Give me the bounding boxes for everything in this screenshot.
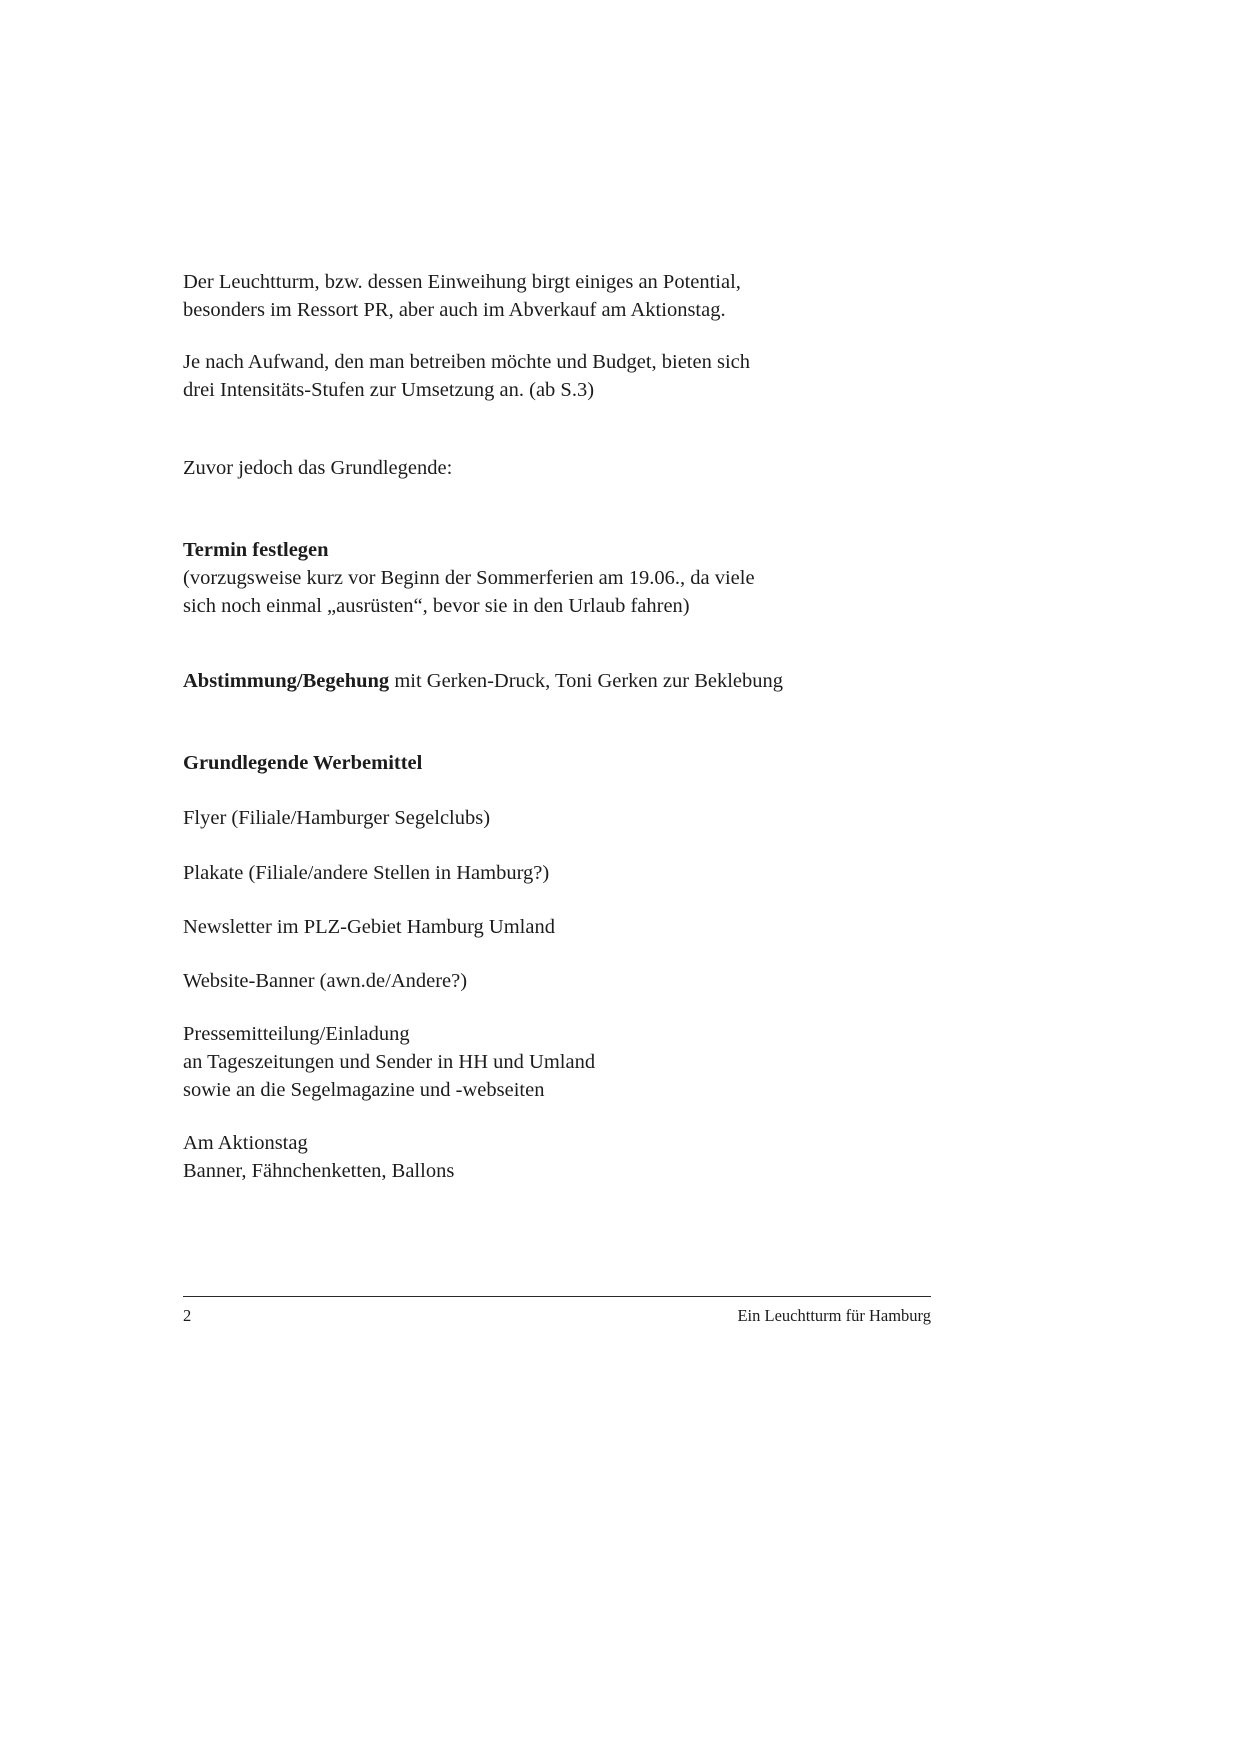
text-line: Der Leuchtturm, bzw. dessen Einweihung birgt einiges an Potential,	[183, 271, 741, 293]
list-item-aktionstag	[183, 1129, 931, 1185]
text-line: Je nach Aufwand, den man betreiben möchte und Budget, bieten sich	[183, 351, 751, 373]
text-line: Banner, Fähnchenketten, Ballons	[183, 1160, 455, 1182]
page-number: 2	[183, 1306, 192, 1325]
section-heading-werbemittel	[183, 749, 931, 777]
list-item-website-banner	[183, 967, 931, 995]
text-line: sich noch einmal „ausrüsten“, bevor sie in den Urlaub fahren)	[183, 595, 690, 617]
text-line: Flyer (Filiale/Hamburger Segelclubs)	[183, 807, 491, 829]
text-line: besonders im Ressort PR, aber auch im Abverkauf am Aktionstag.	[183, 299, 726, 321]
list-item-pressemitteilung	[183, 1020, 931, 1104]
paragraph-intro	[183, 268, 931, 324]
paragraph-abstimmung	[183, 667, 931, 695]
text-line: Plakate (Filiale/andere Stellen in Hamburg?)	[183, 862, 550, 884]
text-line: drei Intensitäts-Stufen zur Umsetzung an. (ab S.3)	[183, 379, 595, 401]
list-item-flyer	[183, 804, 931, 832]
text-line: Zuvor jedoch das Grundlegende:	[183, 457, 453, 479]
inline-bold-abstimmung: Abstimmung/Begehung	[183, 670, 390, 692]
text-line: Website-Banner (awn.de/Andere?)	[183, 970, 468, 992]
section-heading: Grundlegende Werbemittel	[183, 752, 423, 774]
paragraph-zuvor	[183, 454, 931, 482]
text-line: Am Aktionstag	[183, 1132, 308, 1154]
page-footer	[183, 1296, 931, 1326]
text-run: mit Gerken-Druck, Toni Gerken zur Beklebung	[389, 670, 784, 692]
section-heading-termin: Termin festlegen	[183, 539, 329, 561]
section-termin	[183, 536, 931, 620]
footer-title: Ein Leuchtturm für Hamburg	[737, 1306, 931, 1325]
text-line: Newsletter im PLZ-Gebiet Hamburg Umland	[183, 916, 555, 938]
text-line: Pressemitteilung/Einladung	[183, 1023, 410, 1045]
list-item-plakate	[183, 859, 931, 887]
text-line: an Tageszeitungen und Sender in HH und Umland	[183, 1051, 596, 1073]
list-item-newsletter	[183, 913, 931, 941]
document-body	[183, 268, 931, 1185]
text-line: sowie an die Segelmagazine und -webseiten	[183, 1079, 545, 1101]
text-line: (vorzugsweise kurz vor Beginn der Sommerferien am 19.06., da viele	[183, 567, 755, 589]
paragraph-aufwand	[183, 348, 931, 404]
